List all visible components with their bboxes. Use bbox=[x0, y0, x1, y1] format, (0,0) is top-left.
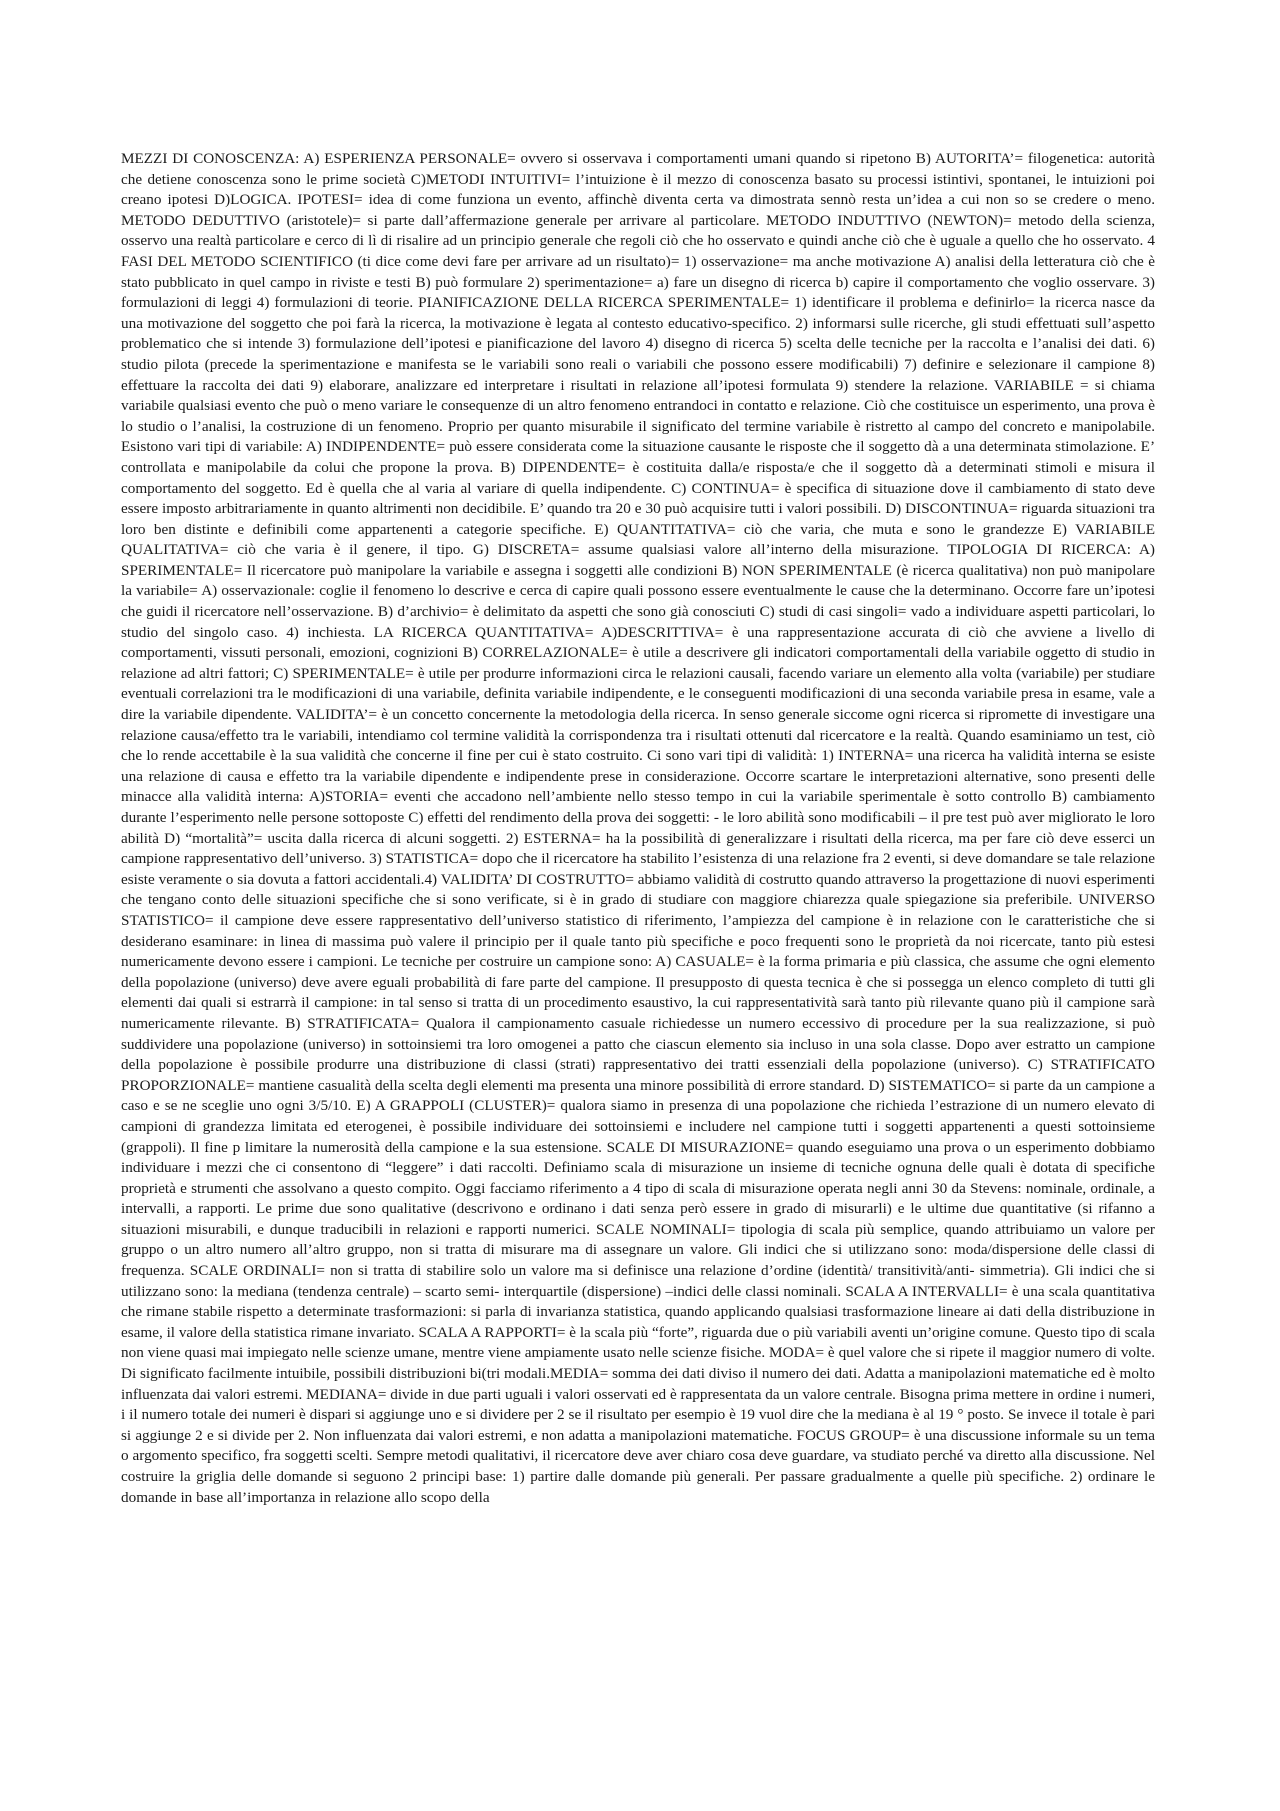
document-body-text: MEZZI DI CONOSCENZA: A) ESPERIENZA PERSONALE= ovvero si osservava i comportamenti umani quando si ripetono B) AUTORITA’= filogenetica: autorità che detiene conoscenza sono le prime società C)METODI INTUITIVI= l’intuizione è il mezzo di conoscenza basato su processi istintivi, spontanei, le intuizioni poi creano ipotesi D)LOGICA. IPOTESI= idea di come funziona un evento, affinchè diventa certa va dimostrata sennò resta un’idea a cui non so se credere o meno. METODO DEDUTTIVO (aristotele)= si parte dall’affermazione generale per arrivare al particolare. METODO INDUTTIVO (NEWTON)= metodo della scienza, osservo una realtà particolare e cerco di lì di risalire ad un principio generale che regoli ciò che ho osservato e quindi anche ciò che è uguale a quello che ho osservato. 4 FASI DEL METODO SCIENTIFICO (ti dice come devi fare per arrivare ad un risultato)= 1) osservazione= ma anche motivazione A) analisi della letteratura ciò che è stato pubblicato in quel campo in riviste e testi B) può formulare 2) sperimentazione= a) fare un disegno di ricerca b) capire il comportamento che voglio osservare. 3) formulazioni di leggi 4) formulazioni di teorie. PIANIFICAZIONE DELLA RICERCA SPERIMENTALE= 1) identificare il problema e definirlo= la ricerca nasce da una motivazione del soggetto che poi farà la ricerca, la motivazione è legata al contesto educativo-specifico. 2) informarsi sulle ricerche, gli studi effettuati sull’aspetto problematico che si intende 3) formulazione dell’ipotesi e pianificazione del lavoro 4) disegno di ricerca 5) scelta delle tecniche per la raccolta e l’analisi dei dati. 6) studio pilota (precede la sperimentazione e manifesta se le variabili sono reali o variabili che possono essere modificabili) 7) definire e selezionare il campione 8) effettuare la raccolta dei dati 9) elaborare, analizzare ed interpretare i risultati in relazione all’ipotesi formulata 9) stendere la relazione. VARIABILE = si chiama variabile qualsiasi evento che può o meno variare le consequenze di un altro fenomeno entrandoci in contatto e relazione. Ciò che costituisce un esperimento, una prova è lo studio o l’analisi, la costruzione di un fenomeno. Proprio per quanto misurabile il significato del termine variabile è ristretto al campo del concreto e manipolabile. Esistono vari tipi di variabile: A) INDIPENDENTE= può essere considerata come la situazione causante le risposte che il soggetto dà a una determinata stimolazione. E’ controllata e manipolabile da colui che propone la prova. B) DIPENDENTE= è costituita dalla/e risposta/e che il soggetto dà a determinati stimoli e misura il comportamento del soggetto. Ed è quella che al varia al variare di quella indipendente. C) CONTINUA= è specifica di situazione dove il cambiamento di stato deve essere imposto arbitrariamente in quanto altrimenti non decidibile. E’ quando tra 20 e 30 può acquisire tutti i valori possibili. D) DISCONTINUA= riguarda situazioni tra loro ben distinte e definibili come appartenenti a categorie specifiche. E) QUANTITATIVA= ciò che varia, che muta e sono le grandezze E) VARIABILE QUALITATIVA= ciò che varia è il genere, il tipo. G) DISCRETA= assume qualsiasi valore all’interno della misurazione. TIPOLOGIA DI RICERCA: A) SPERIMENTALE= Il ricercatore può manipolare la variabile e assegna i soggetti alle condizioni B) NON SPERIMENTALE (è ricerca qualitativa) non può manipolare la variabile= A) osservazionale: coglie il fenomeno lo descrive e cerca di capire quali possono essere eventualmente le cause che la determinano. Occorre fare un’ipotesi che guidi il ricercatore nell’osservazione. B) d’archivio= è delimitato da aspetti che sono già conosciuti C) studi di casi singoli= vado a individuare aspetti particolari, lo studio del singolo caso. 4) inchiesta. LA RICERCA QUANTITATIVA= A)DESCRITTIVA= è una rappresentazione accurata di ciò che avviene a livello di comportamenti, vissuti personali, emozioni, cognizioni B) CORRELAZIONALE= è utile a descrivere gli indicatori comportamentali della variabile oggetto di studio in relazione ad altri fattori; C) SPERIMENTALE= è utile per produrre informazioni circa le relazioni causali, facendo variare un elemento alla volta (variabile) per studiare eventuali correlazioni tra le modificazioni di una variabile, definita variabile indipendente, e le conseguenti modificazioni di una seconda variabile presa in esame, vale a dire la variabile dipendente. VALIDITA’= è un concetto concernente la metodologia della ricerca. In senso generale siccome ogni ricerca si ripromette di investigare una relazione causa/effetto tra le variabili, intendiamo col termine validità la corrispondenza tra i risultati ottenuti dal ricercatore e la realtà. Quando esaminiamo un test, ciò che lo rende accettabile è la sua validità che concerne il fine per cui è stato costruito. Ci sono vari tipi di validità: 1) INTERNA= una ricerca ha validità interna se esiste una relazione di causa e effetto tra la variabile dipendente e indipendente prese in considerazione. Occorre scartare le interpretazioni alternative, sono presenti delle minacce alla validità interna: A)STORIA= eventi che accadono nell’ambiente nello stesso tempo in cui la variabile sperimentale è sotto controllo B) cambiamento durante l’esperimento nelle persone sottoposte C) effetti del rendimento della prova dei soggetti: - le loro abilità sono modificabili – il pre test può aver migliorato le loro abilità D) “mortalità”= uscita dalla ricerca di alcuni soggetti. 2) ESTERNA= ha la possibilità di generalizzare i risultati della ricerca, ma per fare ciò deve esserci un campione rappresentativo dell’universo. 3) STATISTICA= dopo che il ricercatore ha stabilito l’esistenza di una relazione fra 2 eventi, si deve domandare se tale relazione esiste veramente o sia dovuta a fattori accidentali.4) VALIDITA’ DI COSTRUTTO= abbiamo validità di costrutto quando attraverso la progettazione di nuovi esperimenti che tengano conto delle situazioni specifiche che si sono verificate, si è in grado di studiare con maggiore chiarezza quale spiegazione sia preferibile. UNIVERSO STATISTICO= il campione deve essere rappresentativo dell’universo statistico di riferimento, l’ampiezza del campione è in relazione con le caratteristiche che si desiderano esaminare: in linea di massima può valere il principio per il quale tanto più specifiche e poco frequenti sono le proprietà da noi ricercate, tanto più estesi numericamente devono essere i campioni. Le tecniche per costruire un campione sono: A) CASUALE= è la forma primaria e più classica, che assume che ogni elemento della popolazione (universo) deve avere eguali probabilità di fare parte del campione. Il presupposto di questa tecnica è che si possegga un elenco completo di tutti gli elementi dai quali si estrarrà il campione: in tal senso si tratta di un procedimento esaustivo, la cui rappresentatività sarà tanto più rilevante quano più il campione sarà numericamente rilevante. B) STRATIFICATA= Qualora il campionamento casuale richiedesse un numero eccessivo di procedure per la sua realizzazione, si può suddividere una popolazione (universo) in sottoinsiemi tra loro omogenei a patto che ciascun elemento sia incluso in una sola classe. Dopo aver estratto un campione della popolazione è possibile produrre una distribuzione di classi (strati) rappresentativo dei tratti essenziali della popolazione (universo). C) STRATIFICATO PROPORZIONALE= mantiene casualità della scelta degli elementi ma presenta una minore possibilità di errore standard. D) SISTEMATICO= si parte da un campione a caso e se ne sceglie uno ogni 3/5/10. E) A GRAPPOLI (CLUSTER)= qualora siamo in presenza di una popolazione che richieda l’estrazione di un numero elevato di campioni di grandezza limitata ed eterogenei, è possibile individuare dei sottoinsiemi e includere nel campione tutti i soggetti appartenenti a questi sottoinsieme (grappoli). Il fine p limitare la numerosità della campione e la sua estensione. SCALE DI MISURAZIONE= quando eseguiamo una prova o un esperimento dobbiamo individuare i mezzi che ci consentono di “leggere” i dati raccolti. Definiamo scala di misurazione un insieme di tecniche ognuna delle quali è dotata di specifiche proprietà e strumenti che assolvano a questo compito. Oggi facciamo riferimento a 4 tipo di scala di misurazione operata negli anni 30 da Stevens: nominale, ordinale, a intervalli, a rapporti. Le prime due sono qualitative (descrivono e ordinano i dati senza però essere in grado di misurarli) e le ultime due quantitative (si rifanno a situazioni misurabili, e dunque traducibili in relazioni e rapporti numerici. SCALE NOMINALI= tipologia di scala più semplice, quando attribuiamo un valore per gruppo o un altro numero all’altro gruppo, non si tratta di misurare ma di assegnare un valore. Gli indici che si utilizzano sono: moda/dispersione delle classi di frequenza. SCALE ORDINALI= non si tratta di stabilire solo un valore ma si definisce una relazione d’ordine (identità/ transitività/anti- simmetria). Gli indici che si utilizzano sono: la mediana (tendenza centrale) – scarto semi- interquartile (dispersione) –indici delle classi nominali. SCALA A INTERVALLI= è una scala quantitativa che rimane stabile rispetto a determinate trasformazioni: si parla di invarianza statistica, quando applicando qualsiasi trasformazione lineare ai dati della distribuzione in esame, il valore della statistica rimane invariato. SCALA A RAPPORTI= è la scala più “forte”, riguarda due o più variabili aventi un’origine comune. Questo tipo di scala non viene quasi mai impiegato nelle scienze umane, mentre viene ampiamente usato nelle scienze fisiche. MODA= è quel valore che si ripete il maggior numero di volte. Di significato facilmente intuibile, possibili distribuzioni bi(tri modali.MEDIA= somma dei dati diviso il numero dei dati. Adatta a manipolazioni matematiche ed è molto influenzata dai valori estremi. MEDIANA= divide in due parti uguali i valori osservati ed è rappresentata da un valore centrale. Bisogna prima mettere in ordine i numeri, i il numero totale dei numeri è dispari si aggiunge uno e si dividere per 2 se il risultato per esempio è 19 vuol dire che la mediana è al 19 ° posto. Se invece il totale è pari si aggiunge 2 e si divide per 2. Non influenzata dai valori estremi, e non adatta a manipolazioni matematiche. FOCUS GROUP= è una discussione informale su un tema o argomento specifico, fra soggetti scelti. Sempre metodi qualitativi, il ricercatore deve aver chiaro cosa deve guardare, va studiato perché va diretto alla discussione. Nel costruire la griglia delle domande si seguono 2 principi base: 1) partire dalle domande più generali. Per passare gradualmente a quelle più specifiche. 2) ordinare le domande in base all’importanza in relazione allo scopo della bbox=[121, 150, 1155, 1506]
